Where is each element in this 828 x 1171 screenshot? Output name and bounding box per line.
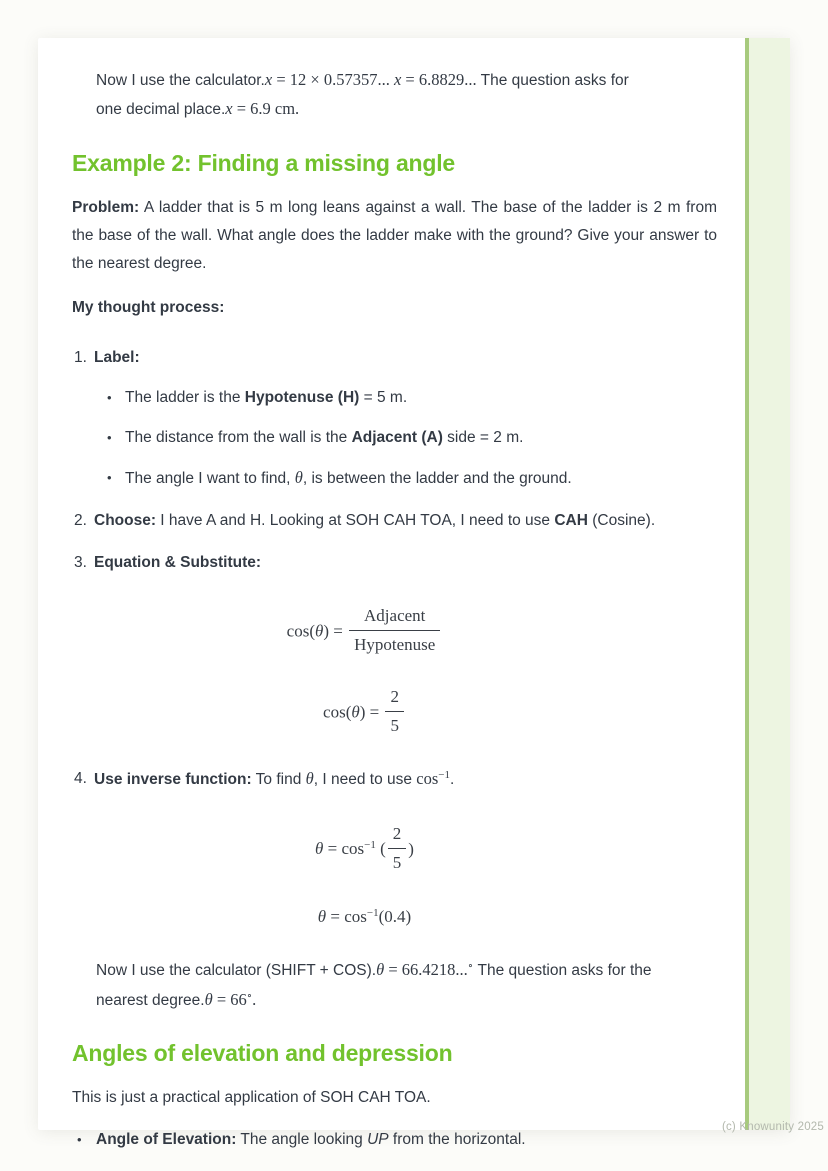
step-item-inverse-function	[72, 765, 717, 795]
bullet-icon: •	[77, 1132, 82, 1147]
fraction	[349, 605, 440, 656]
paragraph-thought-process-label: My thought process:	[72, 299, 225, 316]
formula-lhs: cos(θ) =	[323, 702, 384, 722]
fraction-numerator: Adjacent	[349, 605, 440, 631]
list-item-text: The angle I want to find, θ, is between the ladder and the ground.	[125, 468, 572, 487]
formula-theta-inverse-cos-decimal	[72, 906, 657, 930]
fraction-numerator: 2	[388, 823, 407, 849]
step-number: 4.	[74, 770, 87, 787]
list-item-hypotenuse	[94, 384, 717, 412]
document-card	[38, 38, 790, 1148]
heading-angles-elevation-depression: Angles of elevation and depression	[72, 1040, 453, 1066]
document-content	[72, 38, 717, 1154]
formula-cos-two-fifths	[72, 688, 657, 739]
copyright-watermark: (c) Knowunity 2025	[721, 1121, 824, 1133]
formula-theta-inverse-cos-fraction	[72, 825, 657, 876]
fraction-denominator: Hypotenuse	[354, 635, 436, 654]
step-equation-text: Equation & Substitute:	[94, 554, 262, 571]
formula-lhs: $\theta = \cos^{-1}$ (	[315, 839, 386, 859]
paragraph-calculator-result-example1: Now I use the calculator.x = 12 × 0.57357... x = 6.8829... The question asks for one decimal place.x = 6.9 cm.	[96, 70, 629, 118]
paragraph-calculator-result-example2: Now I use the calculator (SHIFT + COS).θ = 66.4218...∘ The question asks for the nearest degree.θ = 66∘.	[96, 960, 652, 1009]
step-number: 1.	[74, 349, 87, 366]
list-item-adjacent	[94, 424, 717, 452]
step-choose-text: Choose: I have A and H. Looking at SOH CAH TOA, I need to use CAH (Cosine).	[94, 512, 656, 529]
list-item-text: The ladder is the Hypotenuse (H) = 5 m.	[125, 389, 408, 406]
bullet-icon: •	[107, 430, 112, 445]
fraction-numerator: 2	[385, 686, 404, 712]
step-label-text: Label:	[94, 349, 140, 366]
step-number: 2.	[74, 512, 87, 529]
formula-lhs: cos(θ) =	[286, 621, 348, 641]
list-item-angle-theta	[94, 464, 717, 493]
label-sublist	[94, 384, 717, 493]
steps-list	[72, 344, 717, 577]
step-item-choose	[72, 507, 717, 535]
bullet-icon: •	[107, 390, 112, 405]
accent-side-panel	[749, 38, 790, 1130]
list-item-angle-of-elevation	[72, 1126, 717, 1154]
fraction	[385, 686, 404, 737]
formula-cos-adjacent-over-hypotenuse	[72, 607, 657, 658]
fraction	[388, 823, 407, 874]
heading-example-2: Example 2: Finding a missing angle	[72, 150, 456, 176]
fraction-denominator: 5	[390, 716, 399, 735]
formula-lhs: $\theta = \cos^{-1}(0.4)$	[317, 907, 412, 926]
list-item-text: Angle of Elevation: The angle looking UP from the horizontal.	[96, 1131, 526, 1148]
step-inverse-text: Use inverse function: To find θ, I need to use $\cos^{-1}$.	[94, 769, 455, 788]
fraction-denominator: 5	[392, 853, 402, 872]
step-item-equation	[72, 549, 717, 577]
bullet-icon: •	[107, 470, 112, 485]
paragraph-practical-application: This is just a practical application of SOH CAH TOA.	[72, 1089, 431, 1106]
step-number: 3.	[74, 554, 87, 571]
list-item-text: The distance from the wall is the Adjacent (A) side = 2 m.	[125, 429, 524, 446]
step-item-label	[72, 344, 717, 493]
formula-rhs: )	[408, 839, 414, 859]
paragraph-problem-statement: Problem: A ladder that is 5 m long leans against a wall. The base of the ladder is 2 m from the base of the wall. What angle does the ladder make with the ground? Give your answer to the nearest degree.	[72, 199, 717, 272]
accent-divider-line	[745, 38, 749, 1130]
